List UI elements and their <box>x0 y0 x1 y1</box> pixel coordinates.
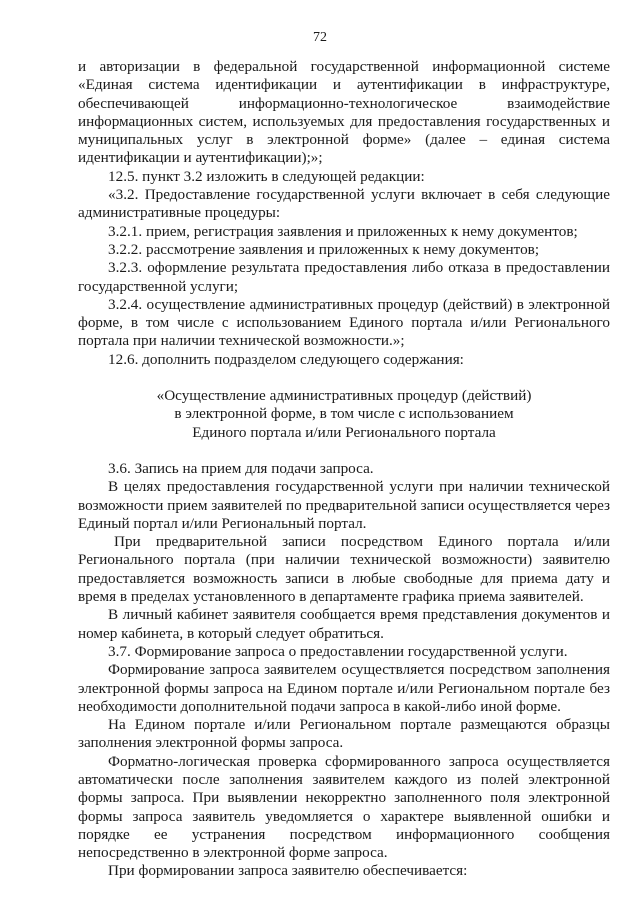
paragraph: 3.2.3. оформление результата предоставления либо отказа в предоставлении государственной услуги; <box>78 259 610 295</box>
paragraph: 3.2.4. осуществление административных процедур (действий) в электронной форме, в том числе с использованием Единого портала и/или Регионального портала при наличии технической возможности.»; <box>78 295 610 350</box>
spacer <box>78 442 610 460</box>
paragraph: На Едином портале и/или Региональном портале размещаются образцы заполнения электронной формы запроса. <box>78 716 610 752</box>
paragraph: и авторизации в федеральной государственной информационной системе «Единая система идентификации и аутентификации в инфраструктуре, обеспечивающей информационно-технологическое взаимодействие информационных систем, используемых для предоставления государственных и муниципальных услуг в электронной форме» (далее – единая система идентификации и аутентификации);»; <box>78 58 610 167</box>
paragraph: 3.2.1. прием, регистрация заявления и приложенных к нему документов; <box>108 222 578 240</box>
paragraph: 12.5. пункт 3.2 изложить в следующей редакции: <box>108 167 425 185</box>
paragraph: При предварительной записи посредством Единого портала и/или Регионального портала (при наличии технической возможности) заявителю предоставляется возможность записи в любые свободные для приема дату и время в пределах установленного в департаменте графика приема заявителей. <box>78 533 610 606</box>
page-number: 72 <box>313 30 327 45</box>
section-heading <box>78 387 610 442</box>
paragraph: В личный кабинет заявителя сообщается время представления документов и номер кабинета, в который следует обратиться. <box>78 606 610 642</box>
paragraph: «3.2. Предоставление государственной услуги включает в себя следующие административные процедуры: <box>78 186 610 222</box>
paragraph: При формировании запроса заявителю обеспечивается: <box>108 862 468 880</box>
paragraph: 3.6. Запись на прием для подачи запроса. <box>108 459 374 477</box>
paragraph: В целях предоставления государственной услуги при наличии технической возможности прием заявителей по предварительной записи осуществляется через Единый портал и/или Региональный портал. <box>78 478 610 532</box>
paragraph: Форматно-логическая проверка сформированного запроса осуществляется автоматически после заполнения заявителем каждого из полей электронной формы запроса. При выявлении некорректно заполненного поля электронной формы запроса заявитель уведомляется о характере выявленной ошибки и порядке ее устранения посредством информационного сообщения непосредственно в электронной форме запроса. <box>78 752 610 862</box>
heading-line: Единого портала и/или Регионального портала <box>192 423 496 441</box>
paragraph: 12.6. дополнить подразделом следующего содержания: <box>108 350 464 368</box>
paragraph: Формирование запроса заявителем осуществляется посредством заполнения электронной формы запроса на Едином портале и/или Региональном портале без необходимости дополнительной подачи запроса в какой-либо иной форме. <box>78 661 610 715</box>
paragraph: 3.7. Формирование запроса о предоставлении государственной услуги. <box>108 642 568 660</box>
heading-line: в электронной форме, в том числе с использованием <box>174 405 514 423</box>
document-body <box>78 58 610 881</box>
spacer <box>78 369 610 387</box>
heading-line: «Осуществление административных процедур (действий) <box>156 387 532 405</box>
paragraph: 3.2.2. рассмотрение заявления и приложенных к нему документов; <box>108 240 540 258</box>
